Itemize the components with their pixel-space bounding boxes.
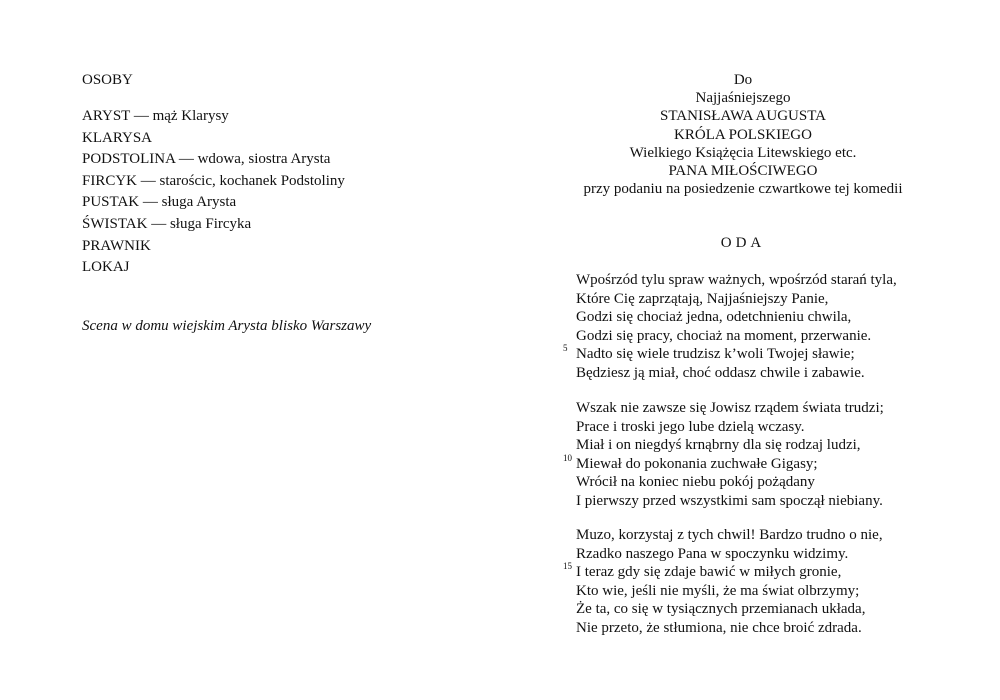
- verse-text: Że ta, co się w tysiącznych przemianach układa,: [576, 601, 866, 617]
- verse-text: Godzi się pracy, chociaż na moment, przerwanie.: [576, 327, 872, 344]
- verse-text: Muzo, korzystaj z tych chwil! Bardzo trudno o nie,: [576, 527, 883, 543]
- dedication-line: Do: [733, 72, 753, 88]
- person-lokaj: LOKAJ: [82, 259, 130, 276]
- verse-text: Które Cię zaprzątają, Najjaśniejszy Panie,: [576, 290, 829, 307]
- person-fircyk: FIRCYK — starościc, kochanek Podstoliny: [82, 172, 345, 189]
- person-podstolina: PODSTOLINA — wdowa, siostra Arysta: [82, 151, 331, 168]
- persons-list: [82, 107, 345, 280]
- stanza: [550, 526, 883, 637]
- dedication: [500, 71, 986, 198]
- verse-text: Miewał do pokonania zuchwałe Gigasy;: [576, 455, 818, 472]
- person-prawnik: PRAWNIK: [82, 237, 151, 254]
- verse-line: [550, 452, 884, 474]
- stanza: [550, 399, 884, 510]
- verse-line: [550, 364, 897, 383]
- verse-line: [550, 473, 884, 492]
- verse-line: [550, 526, 883, 545]
- verse-line: [550, 308, 897, 327]
- line-number: 10: [563, 452, 572, 463]
- person-pustak: PUSTAK — sługa Arysta: [82, 194, 237, 211]
- verse-text: Nadto się wiele trudzisz k’woli Twojej sławie;: [576, 346, 855, 362]
- verse-line: [550, 600, 883, 619]
- ode-title: ODA: [720, 235, 766, 251]
- verse-line: [550, 582, 883, 601]
- verse-text: Nie przeto, że stłumiona, nie chce broić zdrada.: [576, 619, 862, 636]
- right-page: [500, 0, 1000, 700]
- dedication-line: STANISŁAWA AUGUSTA: [660, 108, 826, 125]
- verse-line: [550, 492, 884, 511]
- verse-text: Wszak nie zawsze się Jowisz rządem świata trudzi;: [576, 400, 884, 416]
- dedication-line: Wielkiego Książęcia Litewskiego etc.: [629, 144, 857, 161]
- verse-line: [550, 436, 884, 455]
- verse-line: [550, 545, 883, 564]
- verse-line: [550, 271, 897, 290]
- scene-note: Scena w domu wiejskim Arysta blisko Warszawy: [82, 318, 372, 334]
- verse-text: I teraz gdy się zdaje bawić w miłych gronie,: [576, 564, 842, 580]
- persons-heading: OSOBY: [82, 72, 133, 88]
- verse-text: Godzi się chociaż jedna, odetchnieniu chwila,: [576, 309, 852, 325]
- verse-text: Wrócił na koniec niebu pokój pożądany: [576, 474, 815, 490]
- verse-text: I pierwszy przed wszystkimi sam spoczął niebiany.: [576, 492, 883, 509]
- verse-line: [550, 619, 883, 638]
- verse-line: [550, 290, 897, 309]
- line-number: 15: [563, 561, 572, 571]
- verse-text: Kto wie, jeśli nie myśli, że ma świat olbrzymy;: [576, 582, 860, 599]
- verse-line: [550, 399, 884, 418]
- dedication-line: przy podaniu na posiedzenie czwartkowe tej komedii: [583, 181, 903, 198]
- person-aryst: ARYST — mąż Klarysy: [82, 108, 229, 124]
- stanza: [550, 271, 897, 382]
- verse-line: [550, 345, 897, 364]
- verse-text: Rzadko naszego Pana w spoczynku widzimy.: [576, 545, 849, 562]
- verse-line: [550, 563, 883, 582]
- verse-text: Miał i on niegdyś krnąbrny dla się rodzaj ludzi,: [576, 437, 861, 453]
- dedication-line: Najjaśniejszego: [695, 90, 791, 107]
- person-swistak: ŚWISTAK — sługa Fircyka: [82, 215, 252, 232]
- verse-text: Będziesz ją miał, choć oddasz chwile i zabawie.: [576, 364, 865, 381]
- dedication-line: KRÓLA POLSKIEGO: [674, 126, 812, 143]
- line-number: 5: [563, 343, 568, 353]
- verse-line: [550, 418, 884, 437]
- dedication-line: PANA MIŁOŚCIWEGO: [668, 162, 818, 179]
- person-klarysa: KLARYSA: [82, 129, 153, 146]
- verse-text: Prace i troski jego lube dzielą wczasy.: [576, 418, 805, 435]
- verse-line: [550, 327, 897, 346]
- verse-text: Wpośrzód tylu spraw ważnych, wpośrzód starań tyla,: [576, 272, 897, 288]
